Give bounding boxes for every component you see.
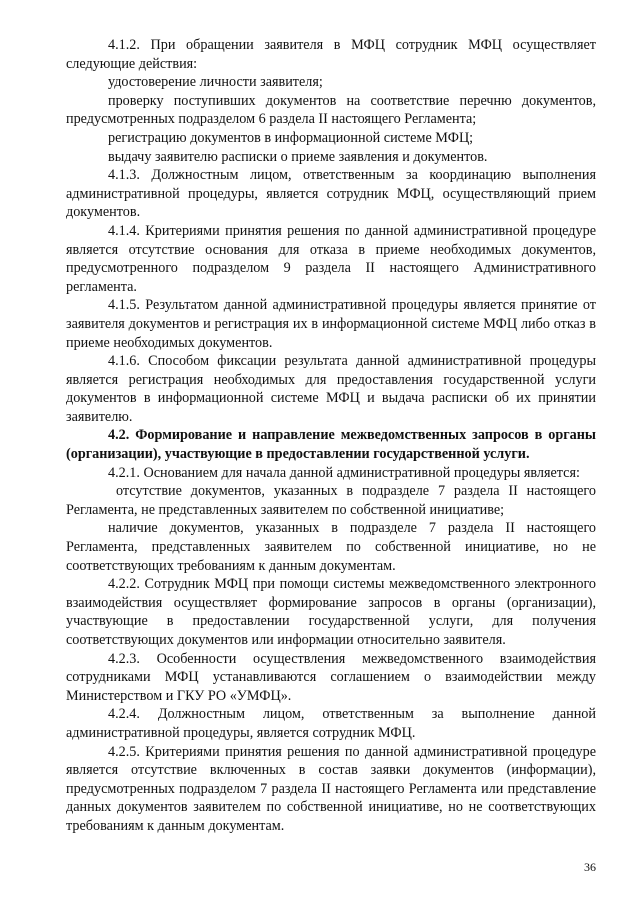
paragraph-4-1-2: 4.1.2. При обращении заявителя в МФЦ сотрудник МФЦ осуществляет следующие действия: bbox=[66, 37, 596, 72]
paragraph-4-2-5: 4.2.5. Критериями принятия решения по данной административной процедуре является отсутствие включенных в состав заявки документов (информации), предусмотренных подразделом 7 раздела II настоящего Регламента или представление данных документов заявителем по собственной инициативе, но не соответствующих требованиям к данным документам. bbox=[66, 743, 596, 834]
paragraph-4-1-6: 4.1.6. Способом фиксации результата данной административной процедуры является регистрация необходимых для предоставления государственной услуги документов в информационной системе МФЦ и выдача расписки об их принятии заявителю. bbox=[66, 353, 596, 425]
list-item-registration: регистрацию документов в информационной системе МФЦ; bbox=[108, 129, 474, 146]
list-item-verify-documents: проверку поступивших документов на соответствие перечню документов, предусмотренных подразделом 6 раздела II настоящего Регламента; bbox=[66, 92, 596, 128]
paragraph-4-1-5: 4.1.5. Результатом данной административной процедуры является принятие от заявителя документов и регистрация их в информационной системе МФЦ либо отказ в приеме необходимых документов. bbox=[66, 297, 596, 351]
paragraph-4-2-4: 4.2.4. Должностным лицом, ответственным за выполнение данной административной процедуры, является сотрудник МФЦ. bbox=[66, 706, 596, 741]
paragraph-4-2-2: 4.2.2. Сотрудник МФЦ при помощи системы межведомственного электронного взаимодействия осуществляет формирование запросов в органы (организации), участвующие в предоставлении государственной услуги, для получения соответствующих документов или информации относительно заявителя. bbox=[66, 576, 596, 648]
list-item-presence-documents: наличие документов, указанных в подразделе 7 раздела II настоящего Регламента, представленных заявителем по собственной инициативе, но не соответствующих требованиям к данным документам. bbox=[66, 520, 596, 574]
page-number: 36 bbox=[584, 860, 596, 874]
paragraph-4-1-4: 4.1.4. Критериями принятия решения по данной административной процедуре является отсутствие основания для отказа в приеме необходимых документов, предусмотренного подразделом 9 раздела II настоящего Административного регламента. bbox=[66, 222, 596, 295]
paragraph-4-2-3: 4.2.3. Особенности осуществления межведомственного взаимодействия сотрудниками МФЦ устанавливаются соглашением о взаимодействии между Министерством и ГКУ РО «УМФЦ». bbox=[66, 650, 596, 704]
section-heading-4-2: 4.2. Формирование и направление межведомственных запросов в органы (организации), участвующие в предоставлении государственной услуги. bbox=[66, 427, 596, 463]
list-item-identity: удостоверение личности заявителя; bbox=[108, 74, 323, 91]
list-item-receipt: выдачу заявителю расписки о приеме заявления и документов. bbox=[108, 148, 488, 165]
paragraph-4-1-3: 4.1.3. Должностным лицом, ответственным за координацию выполнения административной процедуры, является сотрудник МФЦ, осуществляющий прием документов. bbox=[66, 167, 596, 221]
document-page bbox=[66, 36, 596, 836]
paragraph-4-2-1: 4.2.1. Основанием для начала данной административной процедуры является: bbox=[108, 464, 580, 481]
list-item-absence-documents: отсутствие документов, указанных в подразделе 7 раздела II настоящего Регламента, не представленных заявителем по собственной инициативе; bbox=[66, 483, 596, 518]
